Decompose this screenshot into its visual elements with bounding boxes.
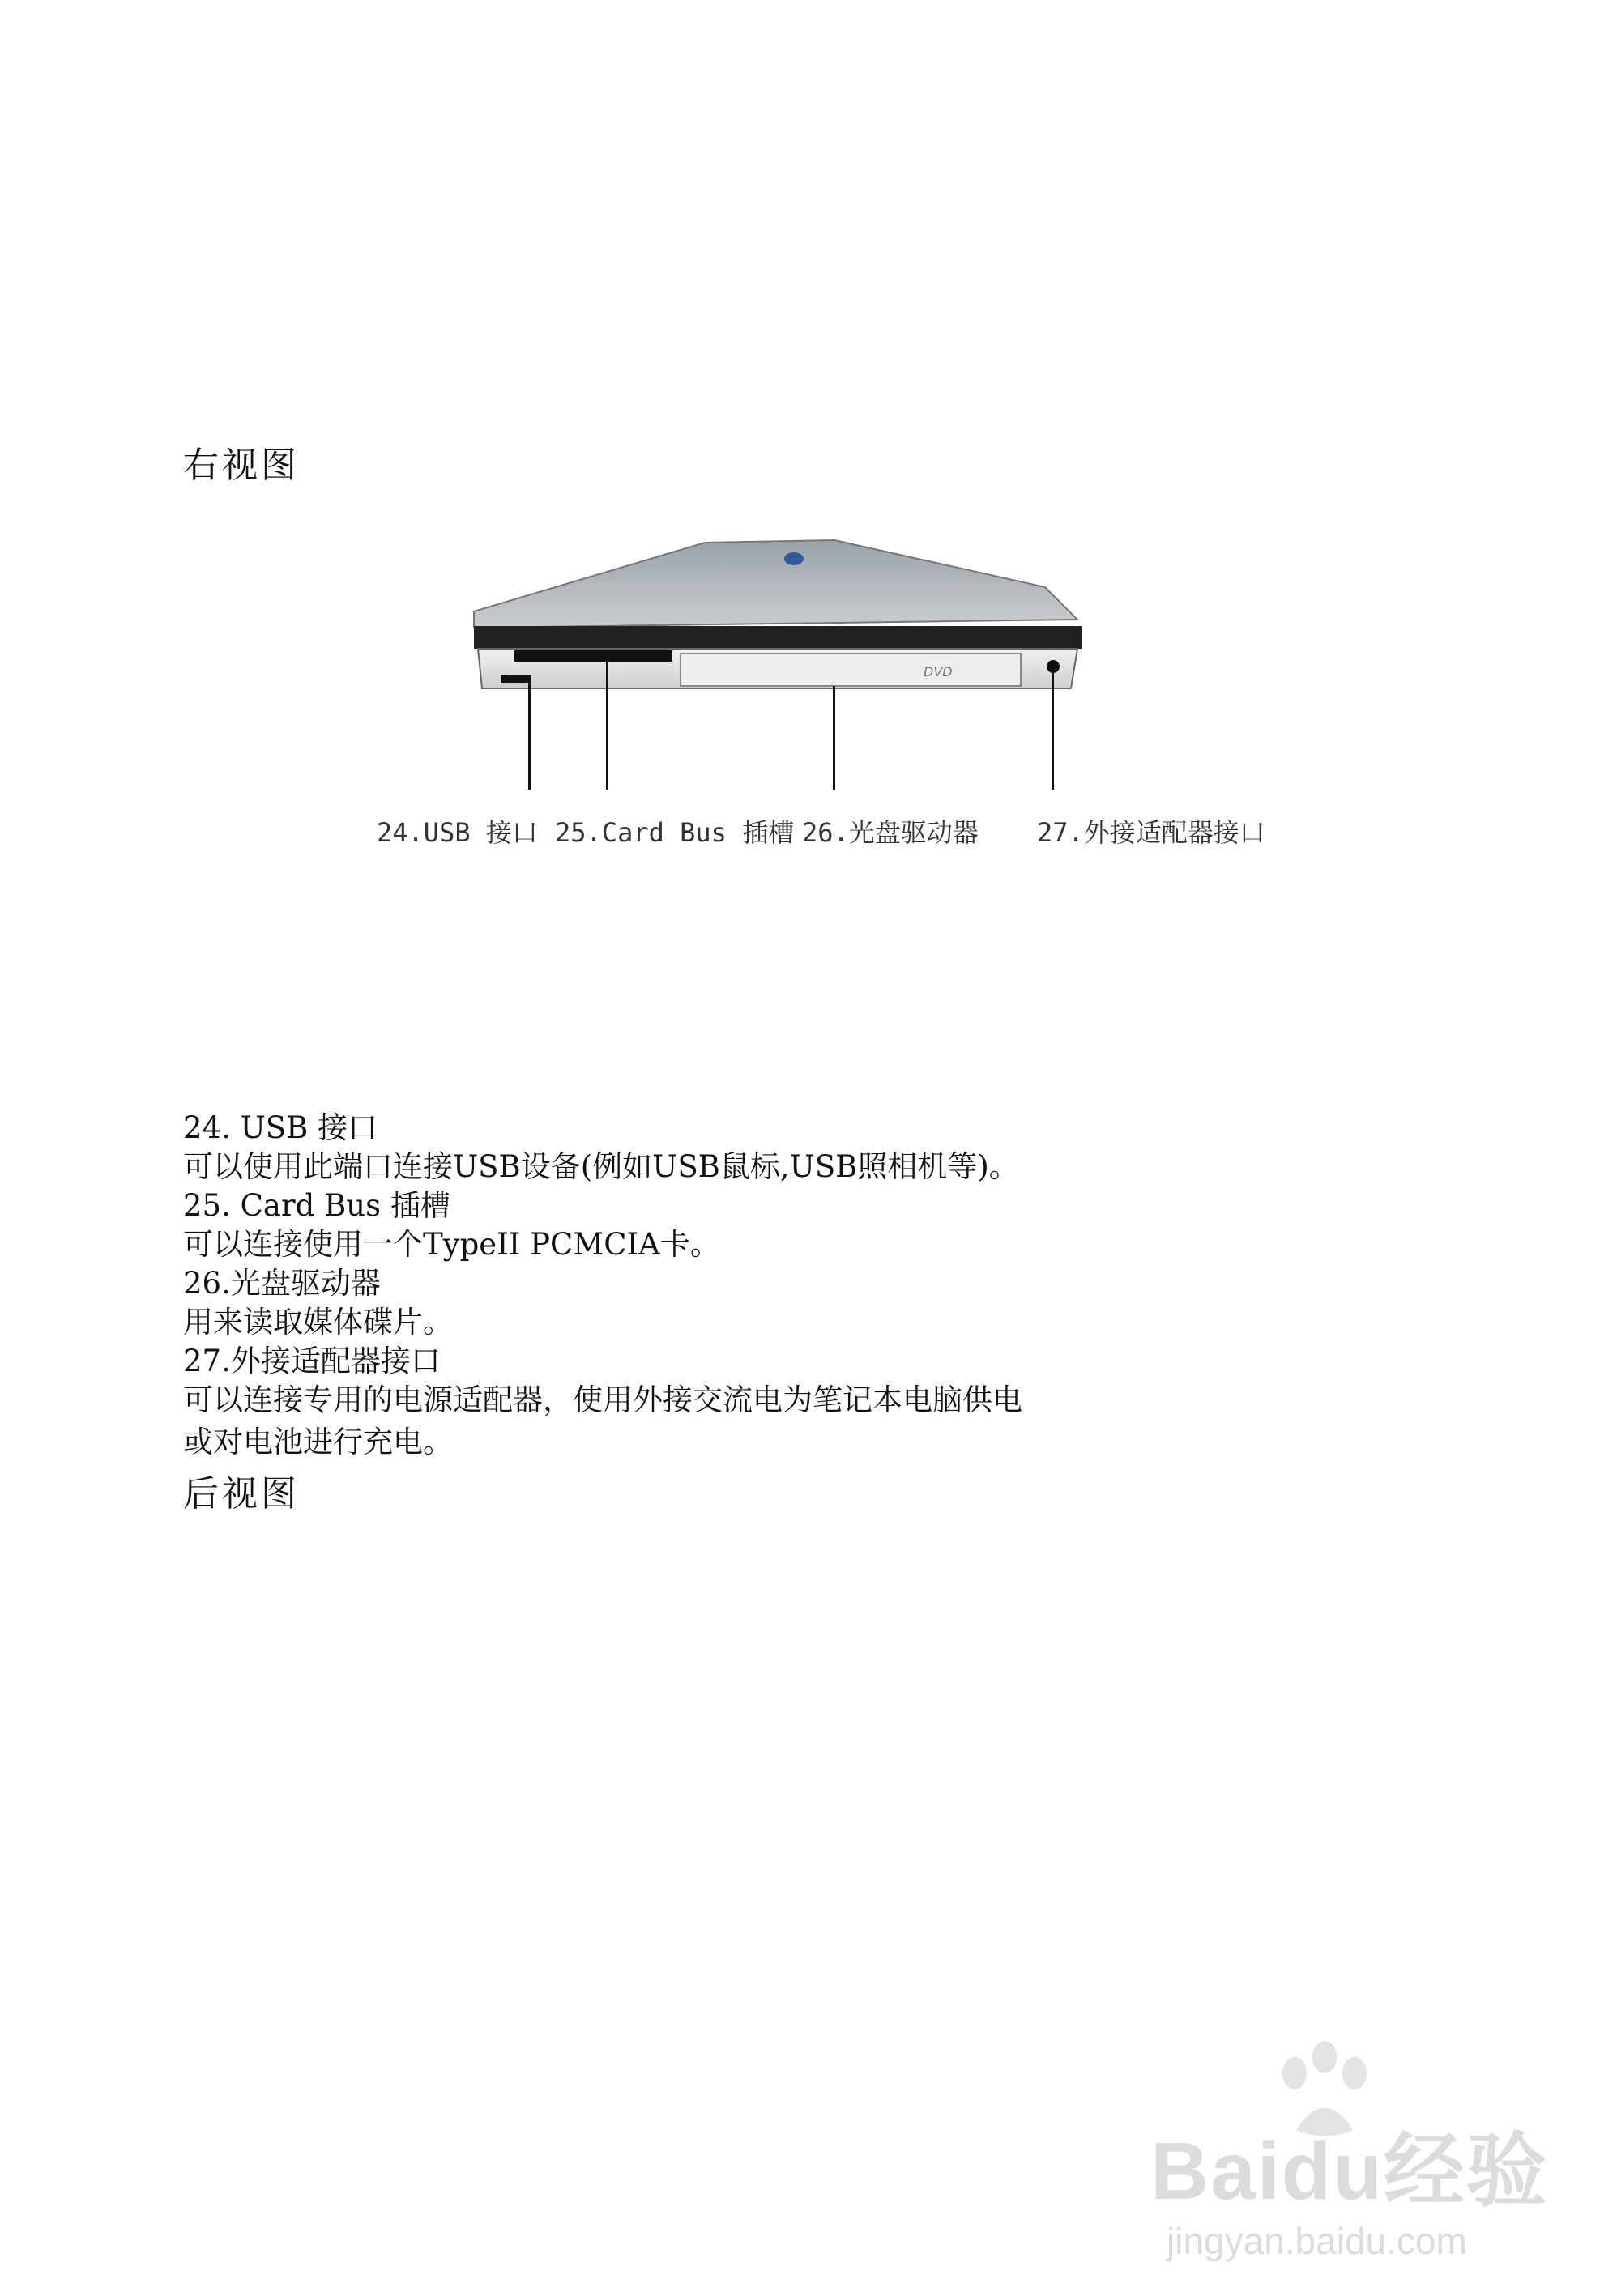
desc-power-body: 可以连接专用的电源适配器，使用外接交流电为笔记本电脑供电 (183, 1382, 1022, 1417)
laptop-lid (474, 540, 1077, 628)
usb-port (501, 675, 531, 683)
leader-power (1052, 673, 1054, 790)
optical-drive-tray (681, 654, 1021, 686)
laptop-seam (474, 626, 1082, 649)
desc-cardbus-body: 可以连接使用一个TypeII PCMCIA卡。 (183, 1227, 720, 1262)
callout-cardbus: 25.Card Bus 插槽 (555, 817, 795, 848)
desc-usb-body: 可以使用此端口连接USB设备(例如USB鼠标,USB照相机等)。 (183, 1149, 1019, 1184)
leader-cardbus (606, 662, 608, 790)
leader-usb (528, 680, 531, 790)
callout-usb: 24.USB 接口 (377, 817, 538, 848)
card-bus-slot (514, 650, 672, 662)
rear-view-heading: 后视图 (183, 1473, 300, 1514)
dvd-mark: DVD (924, 664, 953, 679)
desc-optical-title: 26.光盘驱动器 (183, 1266, 381, 1301)
desc-cardbus-title: 25. Card Bus 插槽 (183, 1188, 450, 1223)
leader-optical (833, 686, 835, 790)
desc-power-title: 27.外接适配器接口 (183, 1344, 441, 1378)
watermark-url: jingyan.baidu.com (1167, 2220, 1467, 2262)
desc-usb-title: 24. USB 接口 (183, 1110, 378, 1145)
desc-optical-body: 用来读取媒体碟片。 (183, 1305, 453, 1340)
power-jack (1047, 660, 1060, 673)
lid-logo (784, 552, 804, 565)
desc-power-body-continued: 或对电池进行充电。 (183, 1425, 453, 1459)
watermark-brand: Baidu经验 (1150, 2126, 1549, 2217)
right-view-heading: 右视图 (183, 445, 300, 486)
callout-power: 27.外接适配器接口 (1037, 817, 1265, 848)
callout-optical: 26.光盘驱动器 (802, 817, 979, 848)
